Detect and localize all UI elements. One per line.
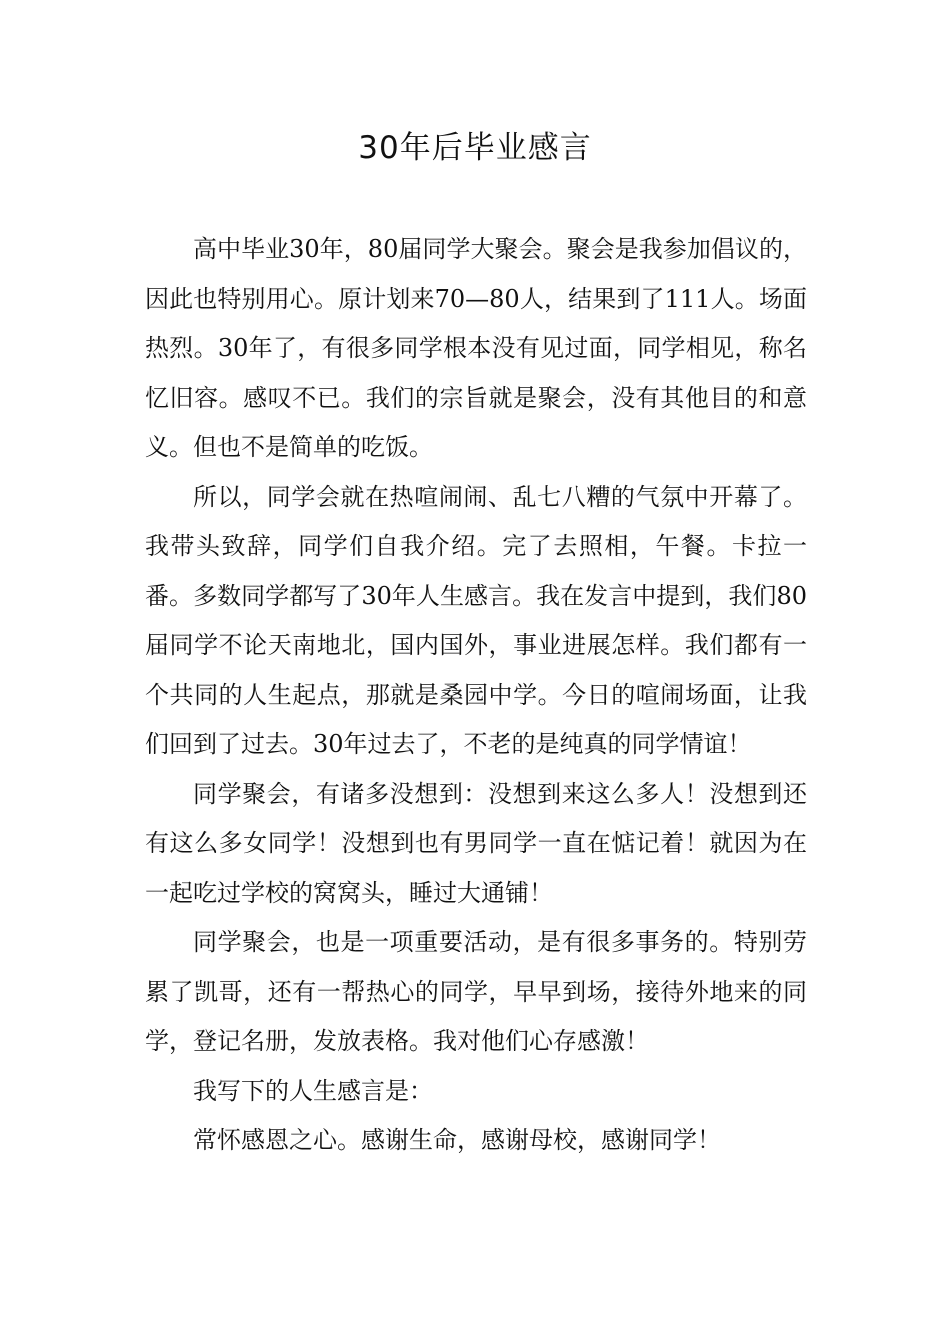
paragraph-6: 常怀感恩之心。感谢生命，感谢母校，感谢同学！ <box>193 1126 721 1154</box>
paragraph-3: 同学聚会，有诸多没想到：没想到来这么多人！没想到还有这么多女同学！没想到也有男同学一直在惦记着！就因为在一起吃过学校的窝窝头，睡过大通铺！ <box>145 779 807 907</box>
paragraph-5: 我写下的人生感言是： <box>193 1076 433 1105</box>
document-body <box>145 225 807 1166</box>
paragraph-1: 高中毕业30年，80届同学大聚会。聚会是我参加倡议的，因此也特别用心。原计划来70—80人，结果到了111人。场面热烈。30年了，有很多同学根本没有见过面，同学相见，称名忆旧容。感叹不已。我们的宗旨就是聚会，没有其他目的和意义。但也不是简单的吃饭。 <box>145 235 807 461</box>
paragraph-4: 同学聚会，也是一项重要活动，是有很多事务的。特别劳累了凯哥，还有一帮热心的同学，早早到场，接待外地来的同学，登记名册，发放表格。我对他们心存感激！ <box>145 928 807 1055</box>
page-title: 30年后毕业感言 <box>358 130 592 166</box>
paragraph-2: 所以，同学会就在热喧闹闹、乱七八糟的气氛中开幕了。我带头致辞，同学们自我介绍。完了去照相，午餐。卡拉一番。多数同学都写了30年人生感言。我在发言中提到，我们80届同学不论天南地北，国内国外，事业进展怎样。我们都有一个共同的人生起点，那就是桑园中学。今日的喧闹场面，让我们回到了过去。30年过去了，不老的是纯真的同学情谊！ <box>145 482 807 758</box>
